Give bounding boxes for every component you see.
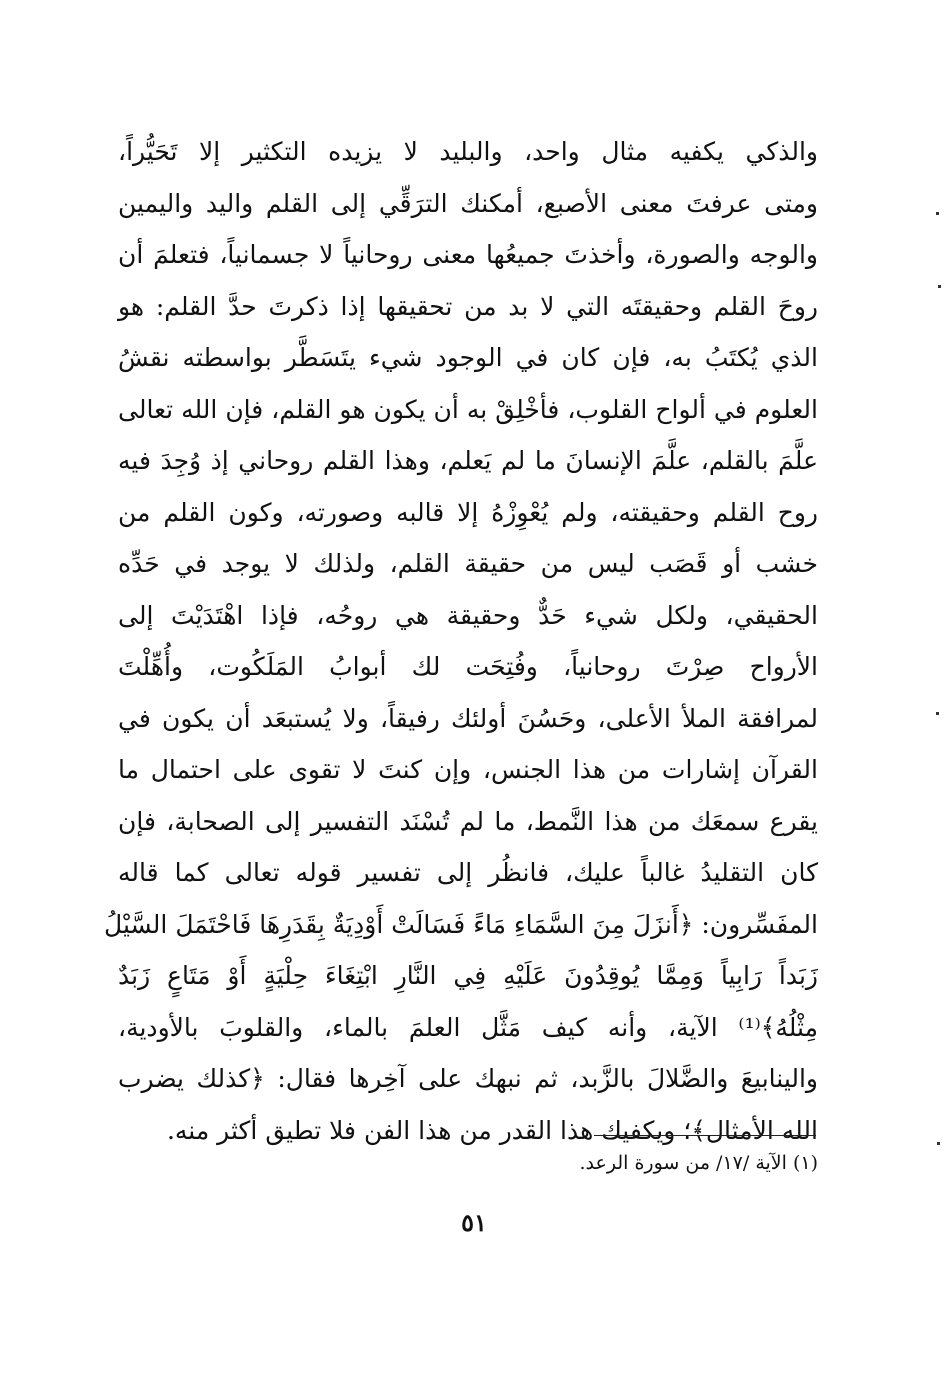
scan-speck xyxy=(936,712,939,715)
text-line: مِثْلُهُ﴾⁽¹⁾ الآية، وأنه كيف مَثَّل العلمَ بالماء، والقلوبَ بالأودية، xyxy=(118,1012,818,1042)
text-line: خشب أو قَصَب ليس من حقيقة القلم، ولذلك لا يوجد في حَدِّه xyxy=(118,549,818,578)
body-text xyxy=(104,126,818,1156)
text-line: المفَسِّرون: ﴿أَنزَلَ مِنَ السَّمَاءِ مَاءً فَسَالَتْ أَوْدِيَةٌ بِقَدَرِهَا فَاحْتَمَلَ السَّيْلُ xyxy=(104,909,818,939)
scan-speck xyxy=(936,212,939,215)
text-line: يقرع سمعَك من هذا النَّمط، ما لم تُسْنَد التفسير إلى الصحابة، فإن xyxy=(118,806,818,836)
text-line: الذي يُكتَبُ به، فإن كان في الوجود شيء يتَسَطَّر بواسطته نقشُ xyxy=(118,343,818,372)
text-line: روحَ القلم وحقيقتَه التي لا بد من تحقيقها إذا ذكرتَ حدَّ القلم: هو xyxy=(118,291,818,321)
page-number: ٥١ xyxy=(461,1208,487,1237)
text-line: العلوم في ألواح القلوب، فأخْلِقْ به أن يكون هو القلم، فإن الله تعالى xyxy=(118,394,818,424)
text-line: كان التقليدُ غالباً عليك، فانظُر إلى تفسير قوله تعالى كما قاله xyxy=(118,858,818,887)
text-line: الحقيقي، ولكل شيء حَدٌّ وحقيقة هي روحُه، فإذا اهْتَدَيْتَ إلى xyxy=(118,600,818,630)
text-line: الأرواح صِرْتَ روحانياً، وفُتِحَت لك أبوابُ المَلَكُوت، وأُهِّلْتَ xyxy=(118,652,818,681)
scan-speck xyxy=(937,1142,940,1145)
text-line: والذكي يكفيه مثال واحد، والبليد لا يزيده التكثير إلا تَحَيُّراً، xyxy=(118,137,818,166)
text-line: لمرافقة الملأ الأعلى، وحَسُنَ أولئك رفيقاً، ولا يُستبعَد أن يكون في xyxy=(118,703,818,733)
text-line: ومتى عرفتَ معنى الأصبع، أمكنك الترَقِّي إلى القلم واليد واليمين xyxy=(118,188,818,218)
text-line: القرآن إشارات من هذا الجنس، وإن كنتَ لا تقوى على احتمال ما xyxy=(118,755,818,784)
text-line: روح القلم وحقيقته، ولم يُعْوِزْهُ إلا قالبه وصورته، وكون القلم من xyxy=(118,497,818,527)
scan-speck xyxy=(938,285,941,288)
footnote-divider xyxy=(594,1135,816,1136)
text-line: الله الأمثال﴾؛ ويكفيك هذا القدر من هذا الفن فلا تطيق أكثر منه. xyxy=(166,1115,818,1145)
footnote: (١) الآية /١٧/ من سورة الرعد. xyxy=(579,1152,818,1174)
text-line: والوجه والصورة، وأخذتَ جميعُها معنى روحانياً لا جسمانياً، فتعلمَ أن xyxy=(118,240,818,269)
text-line: علَّمَ بالقلم، علَّمَ الإنسانَ ما لم يَعلم، وهذا القلم روحاني إذ وُجِدَ فيه xyxy=(118,446,818,475)
text-line: زَبَداً رَابِياً وَمِمَّا يُوقِدُونَ عَلَيْهِ فِي النَّارِ ابْتِغَاءَ حِلْيَةٍ أَوْ مَتَاعٍ زَبَدٌ xyxy=(118,961,818,990)
text-line: والينابيعَ والضَّلالَ بالزَّبد، ثم نبهك على آخِرها فقال: ﴿كذلك يضرب xyxy=(118,1064,818,1093)
